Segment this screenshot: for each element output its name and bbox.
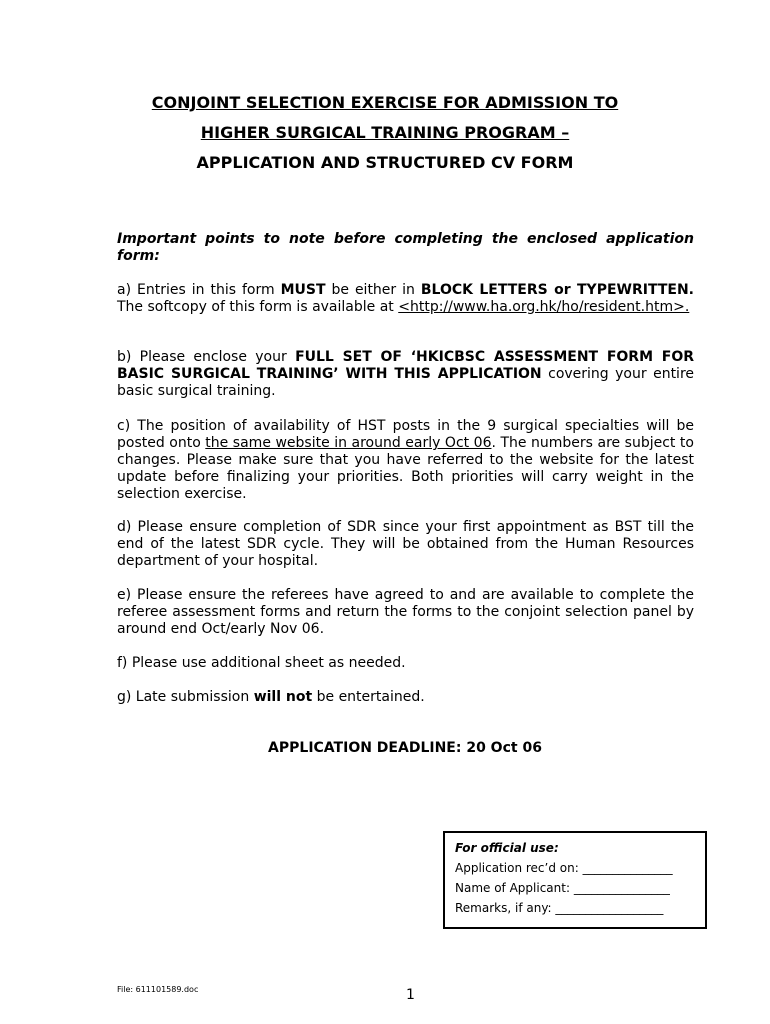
resident-link[interactable]: <http://www.ha.org.hk/ho/resident.htm>. (398, 299, 690, 315)
official-use-box (443, 831, 707, 929)
point-c: c) The position of availability of HST posts in the 9 surgical specialties will be posted onto the same website in around early Oct 06. The numbers are subject to changes. Please make sure that you have referred to the website for the latest update before finalizing your priorities. Both priorities will carry weight in the selection exercise. (117, 418, 694, 502)
application-deadline: APPLICATION DEADLINE: 20 Oct 06 (268, 740, 542, 756)
title-line-2: HIGHER SURGICAL TRAINING PROGRAM – (200, 123, 570, 142)
title-line-1: CONJOINT SELECTION EXERCISE FOR ADMISSION TO (151, 93, 619, 112)
point-g: g) Late submission will not be entertained. (117, 689, 425, 705)
point-f: f) Please use additional sheet as needed. (117, 655, 406, 671)
title-line-3: APPLICATION AND STRUCTURED CV FORM (196, 153, 574, 172)
applicant-name-line: Name of Applicant: ________________ (455, 881, 670, 895)
point-b: b) Please enclose your FULL SET OF ‘HKICBSC ASSESSMENT FORM FOR BASIC SURGICAL TRAINING’ WITH THIS APPLICATION covering your entire basic surgical training. (117, 349, 695, 399)
intro-heading: Important points to note before completing the enclosed application form: (117, 231, 694, 264)
point-d: d) Please ensure completion of SDR since your first appointment as BST till the end of the latest SDR cycle. They will be obtained from the Human Resources department of your hospital. (117, 519, 694, 569)
application-received-line: Application rec’d on: _______________ (455, 861, 673, 875)
page-number: 1 (406, 987, 415, 1003)
point-a: a) Entries in this form MUST be either in BLOCK LETTERS or TYPEWRITTEN. The softcopy of this form is available at <http://www.ha.org.hk/ho/resident.htm>. (117, 282, 694, 315)
remarks-line: Remarks, if any: __________________ (455, 901, 664, 915)
footer-file-name: File: 611101589.doc (117, 985, 199, 994)
point-e: e) Please ensure the referees have agreed to and are available to complete the referee assessment forms and return the forms to the conjoint selection panel by around end Oct/early Nov 06. (117, 587, 694, 637)
official-use-heading: For official use: (455, 841, 559, 855)
